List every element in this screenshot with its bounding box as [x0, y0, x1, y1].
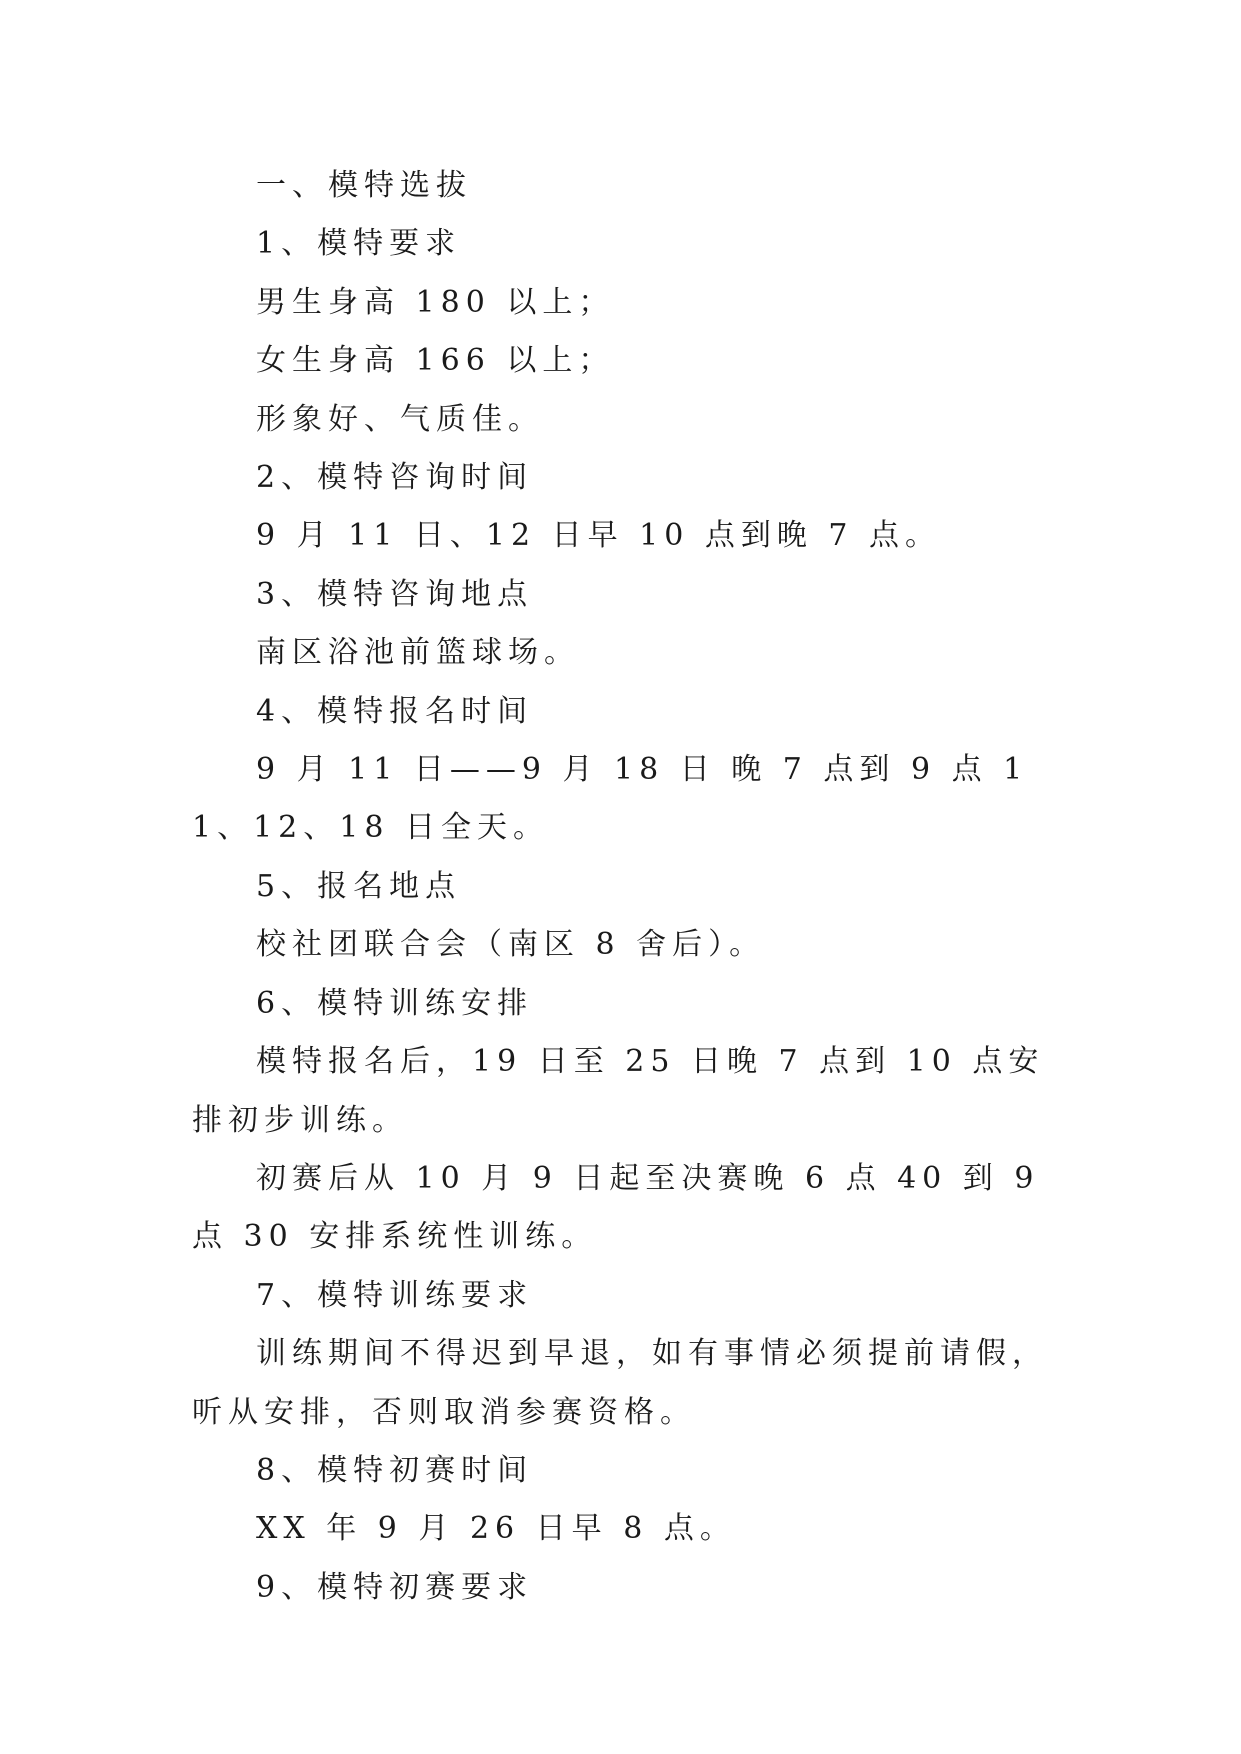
item-heading-consult-time: 2、模特咨询时间	[256, 460, 534, 496]
section-heading-model-selection: 一、模特选拔	[256, 168, 472, 203]
paragraph-training-initial: 模特报名后，19 日至 25 日晚 7 点到 10 点安排初步训练。	[192, 1044, 1045, 1138]
paragraph-consult-place: 南区浴池前篮球场。	[256, 635, 580, 671]
paragraph-female-height: 女生身高 166 以上；	[256, 343, 615, 379]
paragraph-appearance: 形象好、气质佳。	[256, 401, 544, 437]
item-heading-training-rules: 7、模特训练要求	[256, 1277, 534, 1313]
paragraph-male-height: 男生身高 180 以上；	[256, 284, 615, 320]
item-heading-signup-time: 4、模特报名时间	[256, 693, 534, 729]
item-heading-prelim-time: 8、模特初赛时间	[256, 1452, 534, 1488]
item-heading-prelim-requirements: 9、模特初赛要求	[256, 1569, 534, 1605]
item-heading-training-schedule: 6、模特训练安排	[256, 985, 534, 1021]
item-heading-model-requirements: 1、模特要求	[256, 226, 462, 262]
paragraph-training-rules: 训练期间不得迟到早退，如有事情必须提前请假，听从安排，否则取消参赛资格。	[192, 1336, 1048, 1430]
document-body	[192, 157, 1056, 1617]
paragraph-signup-time: 9 月 11 日——9 月 18 日 晚 7 点到 9 点 11、12、18 日全天。	[192, 752, 1029, 846]
item-heading-consult-place: 3、模特咨询地点	[256, 576, 534, 612]
paragraph-signup-place: 校社团联合会（南区 8 舍后）。	[256, 927, 766, 963]
paragraph-training-systematic: 初赛后从 10 月 9 日起至决赛晚 6 点 40 到 9 点 30 安排系统性训练。	[192, 1160, 1040, 1255]
paragraph-prelim-time: XX 年 9 月 26 日早 8 点。	[256, 1511, 736, 1547]
paragraph-consult-time: 9 月 11 日、12 日早 10 点到晚 7 点。	[256, 518, 941, 554]
item-heading-signup-place: 5、报名地点	[256, 868, 462, 904]
